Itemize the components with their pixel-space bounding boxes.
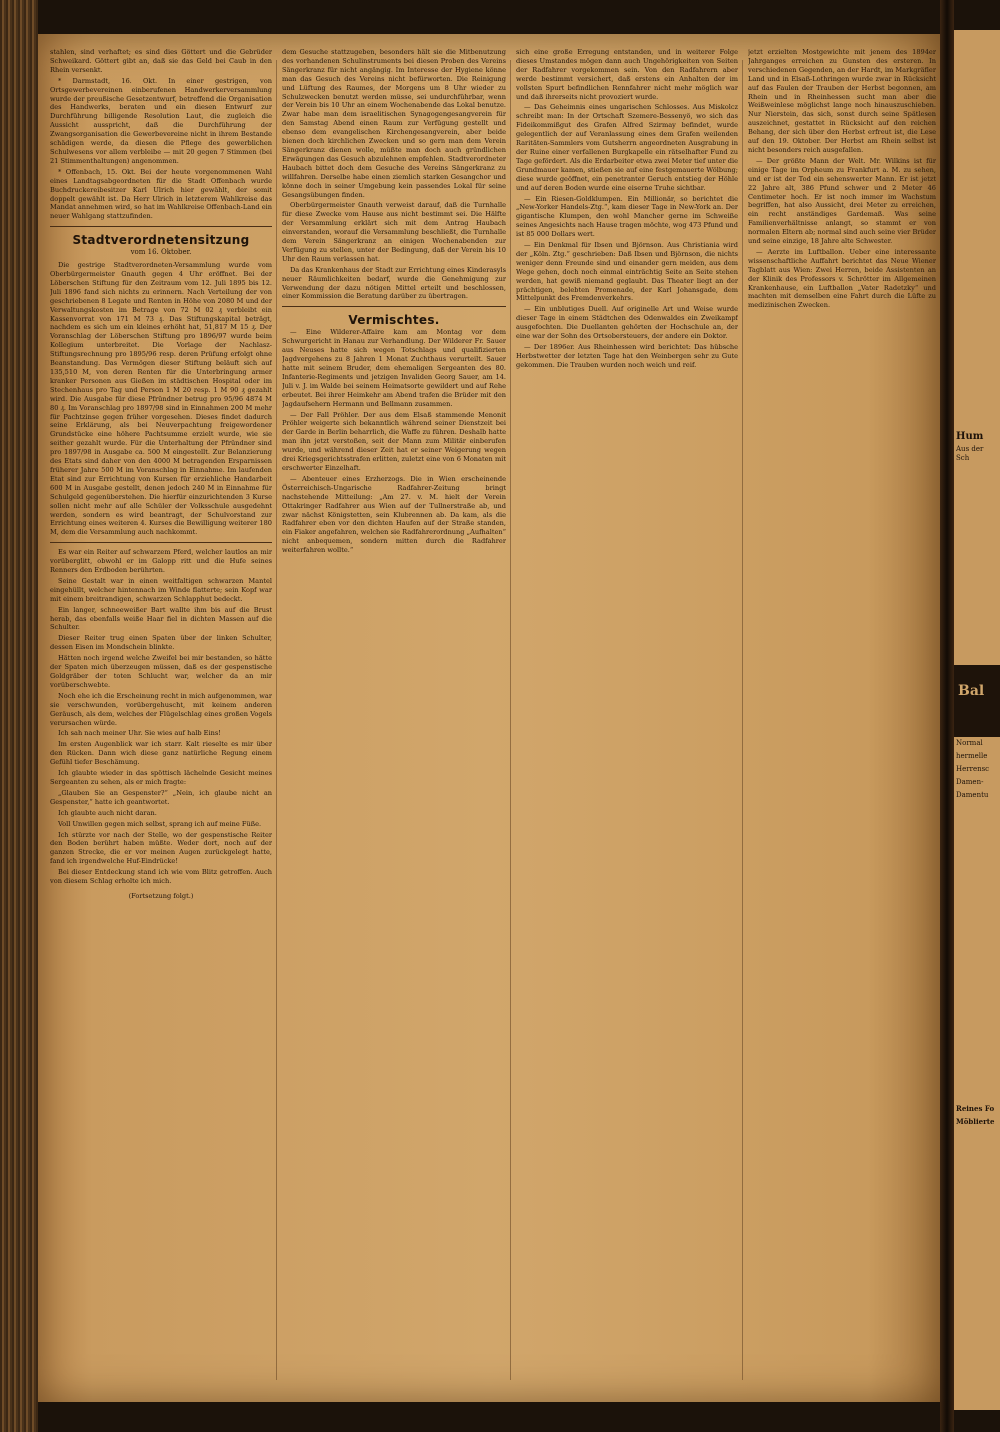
article-offenbach: * Offenbach, 15. Okt. Bei der heute vorgenommenen Wahl eines Landtagsabgeordneten für die Stadt Offenbach wurde Buchdruckereibesitzer Karl Ulrich hier gewählt, der somit doppelt gewählt ist. Da Herr Ulrich in letzterem Wahlkreise das Mandat annehmen wird, so hat im Wahlkreise Offenbach-Land ein neuer Wahlgang stattzufinden. [50, 167, 272, 221]
column-rule [276, 60, 277, 1380]
article-wilderer: — Eine Wilderer-Affaire kam am Montag vor dem Schwurgericht in Hanau zur Verhandlung. Der Wilderer Fr. Sauer aus Neuses hatte sich wegen Totschlags und qualifizierten Jagdvergehens zu 8 Jahren 1 Monat Zuchthaus verurteilt. Sauer hatte mit seinem Bruder, dem ehemaligen Sergeanten des 80. Infanterie-Regiments und jetzigen Invaliden Georg Sauer, am 14. Juli v. J. im Walde bei seinem Heimatsorte gewildert und auf Rehe erbeutet. Bei ihrer Heimkehr am Abend trafen die Brüder mit den Jagdaufsehern Hermann und Bellmann zusammen. [282, 328, 506, 408]
story-paragraph: Dieser Reiter trug einen Spaten über der linken Schulter, dessen Eisen im Mondschein blinkte. [50, 634, 272, 652]
article-text: stahlen, sind verhaftet; es sind dies Göttert und die Gebrüder Schweikard. Göttert gibt an, daß sie das Geld bei Caub in den Rhein versenkt. [50, 48, 272, 74]
story-paragraph: Ich sah nach meiner Uhr. Sie wies auf halb Eins! [58, 729, 221, 738]
story-paragraph: Im ersten Augenblick war ich starr. Kalt rieselte es mir über den Rücken. Dann wich diese ganz natürliche Regung einem Gefühl tiefer Beschämung. [50, 740, 272, 767]
article-proehler: — Der Fall Pröhler. Der aus dem Elsaß stammende Menonit Pröhler weigerte sich bekanntlich während seiner Dienstzeit bei der Garde in Berlin beharrlich, die Waffe zu führen. Deshalb hatte man ihn jetzt verstoßen, seit der Mann zum Militär einberufen wurde, und während dieser Zeit hat er seiner Weigerung wegen drei Kriegsgerichtsstrafen erlitten, zuletzt eine von 6 Monaten mit erschwerter Einzelhaft. [282, 410, 506, 472]
section-subheading: vom 16. Oktober. [130, 248, 192, 257]
next-page-line: hermelle [956, 752, 988, 760]
article-text: sich eine große Erregung entstanden, und in weiterer Folge dieses Umstandes mögen dann auch Ungehörigkeiten von Seiten der Radfahrer vorgekommen sein. Von den Radfahrern aber werde bestimmt versichert, daß erstens ein Anhalten der im vollsten Spurt befindlichen Rennfahrer nicht mehr möglich war und daß ihrerseits nicht provoziert wurde. [516, 48, 738, 101]
next-page-line: Herrensc [956, 765, 990, 773]
next-page-edge [954, 30, 1000, 1410]
article-denkmal: — Ein Denkmal für Ibsen und Björnson. Aus Christiania wird der „Köln. Ztg.“ geschrieben: Daß Ibsen und Björnson, die nichts weniger denn Freunde sind und einander gern meiden, aus dem Wege gehen, doch noch einmal einträchtig Seite an Seite stehen werden, hat gewiß niemand geglaubt. Das Theater liegt an der prächtigen, belebten Promenade, der Karl Johansgade, dem Mittelpunkt des Fremdenverkehrs. [516, 241, 738, 303]
column-rule [742, 60, 743, 1380]
article-erzherzog: — Abenteuer eines Erzherzogs. Die in Wien erscheinende Österreichisch-Ungarische Radfahrer-Zeitung bringt nachstehende Mitteilung: „Am 27. v. M. hielt der Verein Ottakringer Radfahrer aus Wien auf der Tullnerstraße ab, und zwar nächst Königstetten, sein Klubrennen ab. Da kam, als die Radfahrer eben vor den dichten Haufen auf der Straße standen, ein Fiaker angefahren, welchen sie Radfahrerordnung „Aufhalten“ nicht anbequemen, sondern mitten durch die Radfahrer weiterfahren wollte.“ [282, 474, 506, 555]
story-paragraph: Hätten noch irgend welche Zweifel bei mir bestanden, so hätte der Spaten mich überzeugen müssen, daß es der gespenstische Goldgräber der toten Schlucht war, welcher da an mir vorüberschwebte. [50, 654, 272, 689]
story-paragraph: Bei dieser Entdeckung stand ich wie vom Blitz getroffen. Auch von diesem Schlag erholte ich mich. [50, 868, 272, 886]
article-groesster-mann: — Der größte Mann der Welt. Mr. Wilkins ist für einige Tage im Orpheum zu Frankfurt a. M. zu sehen, und er ist der Tod ein sehenswerter Mann. Er ist jetzt 22 Jahre alt, 386 Pfund schwer und 2 Meter 46 Centimeter hoch. Er ist noch immer im Wachstum begriffen, hat also Aussicht, drei Meter zu erreichen, ein recht anständiges Gardemaß. Was seine Familienverhältnisse anlangt, so stammt er von normalen Eltern ab; normal sind auch seine vier Brüder und seine einzige, 18 Jahre alte Schwester. [748, 156, 936, 246]
column-rule [510, 60, 511, 1380]
article-darmstadt: * Darmstadt, 16. Okt. In einer gestrigen, von Ortsgewerbevereinen einberufenen Handwerkerversammlung wurde der preußische Gesetzentwurf, betreffend die Organisation des Handwerks, beraten und ein diesen Entwurf zur Durchführung billigende Resolution Laut, die zugleich die Aussicht ausspricht, daß die Durchführung der Zwangsorganisation die Gewerbevereine nicht in ihrem Bestande schädigen werde, da diesen die Pflege des gewerblichen Schulwesens vor allem verbleibe — mit 20 gegen 7 Stimmen (bei 21 Stimmenthaltungen) angenommen. [50, 76, 272, 165]
next-page-line: Damentu [956, 791, 989, 799]
next-page-line: Möblierte [956, 1117, 995, 1126]
divider [50, 542, 272, 543]
column-3 [516, 48, 738, 1388]
column-1 [50, 48, 272, 1388]
column-2 [282, 48, 506, 1388]
divider [282, 306, 506, 307]
article-text: Oberbürgermeister Gnauth verweist darauf, daß die Turnhalle für diese Zwecke vom Hause aus nicht bestimmt sei. Die Hälfte der Versammlung erklärt sich mit dem Antrag Haubach einverstanden, worauf die Versammlung beschließt, die Turnhalle dem Verein Sängerkranz an einigen Wochenabenden zur Verfügung zu stellen, unter der Bedingung, daß der Verein bis 10 Uhr den Raum verlassen hat. [282, 201, 506, 263]
article-goldklumpen: — Ein Riesen-Goldklumpen. Ein Millionär, so berichtet die „New-Yorker Handels-Ztg.“, kam dieser Tage in New-York an. Der gigantische Klumpen, den wohl Mancher gerne im Schweiße seines Angesichts nach Hause tragen möchte, wog 473 Pfund und ist 85 000 Dollars wert. [516, 194, 738, 239]
next-page-heading: Hum [956, 431, 984, 442]
article-text: dem Gesuche stattzugeben, besonders hält sie die Mitbenutzung des vorhandenen Schulinstruments bei diesen Proben des Vereins Sängerkranz für nicht angängig. Im Interesse der Hygiene könne man das Gesuch des Vereins nicht befürworten. Die Reinigung und Lüftung des Raumes, der Morgens um 8 Uhr wieder zu Schulzwecken benutzt werden müsse, sei undurchführbar, wenn der Verein bis 10 Uhr an einem Wochenabende das Lokal benutze. Zwar habe man dem israelitischen Synagogengesangverein für den Samstag Abend einen Raum zur Verfügung gestellt und ebenso dem evangelischen Kirchengesangverein, aber beide bienen doch kirchlichen Zwecken und so gern man dem Verein Sängerkranz dienen wolle, müßte man doch auch gründlichen Erwägungen das Gesuch abzulehnen empfehlen. Stadtverordneter Haubach bittet doch dem Gesuche des Vereins Sängerkranz zu willfahren. Derselbe habe einen ziemlich starken Gesangchor und könne doch in seiner Umgebung kein passendes Lokal für seine Gesangsübungen finden. [282, 48, 506, 199]
next-page-line: Reines Fo [956, 1104, 995, 1113]
next-page-line: Aus der Sch [956, 445, 984, 462]
next-page-ad-box: Bal [954, 665, 1000, 737]
next-page-line: Normal [956, 739, 983, 747]
article-duell: — Ein unblutiges Duell. Auf originelle Art und Weise wurde dieser Tage in einem Städtchen des Odenwaldes ein Zweikampf ausgefochten. Die Duellanten gehörten der Hochschule an, der eine war der Sohn des Ortsobersteuers, der andere ein Doktor. [516, 305, 738, 341]
story-paragraph: „Glauben Sie an Gespenster?“ „Nein, ich glaube nicht an Gespenster,“ hatte ich geantwortet. [50, 788, 272, 806]
book-edge [0, 0, 38, 1432]
divider [50, 226, 272, 227]
story-paragraph: Ein langer, schneeweißer Bart wallte ihm bis auf die Brust herab, das ebenfalls weiße Haar fiel in dichten Massen auf die Schulter. [50, 605, 272, 632]
book-gutter [940, 0, 954, 1432]
article-text: jetzt erzielten Mostgewichte mit jenem des 1894er Jahrganges erreichen zu Gunsten des ersteren. In verschiedenen Gegenden, an der Hardt, im Markgräfler Land und in Elsaß-Lothringen wurde zwar in Rücksicht auf das Faulen der Trauben der Herbst begonnen, am Rhein und in Rheinhessen sucht man aber die Weißweinlese möglichst lange noch hinauszuschieben. Nur Nierstein, das sich, sonst durch seine Spätlesen auszeichnet, gestattet in Rücksicht auf den reichen Behang, der sich über den Herbst erfreut ist, die Lese auf den 19. Oktober. Der Herbst am Rhein selbst ist nicht besonders reich ausgefallen. [748, 48, 936, 154]
story-paragraph: Noch ehe ich die Erscheinung recht in mich aufgenommen, war sie verschwunden, vorübergehuscht, mit keinem anderen Geräusch, als dem, welches der Flügelschlag eines großen Vogels verursachen würde. [50, 691, 272, 727]
article-schloss: — Das Geheimnis eines ungarischen Schlosses. Aus Miskolcz schreibt man: In der Ortschaft Szemere-Bessenyö, wo sich das Fideikommißgut des Grafen Alfred Szirmay befindet, wurde gelegentlich der auf Veranlassung eines dem Grafen weilenden Raritäten-Sammlers vom Gutsherrn angeordneten Ausgrabung in der Ruine einer verfallenen Burgkapelle ein rätselhafter Fund zu Tage gefördert. Als die Erdarbeiter etwa zwei Meter tief unter die Grundmauer kamen, stießen sie auf eine festgemauerte Wölbung; diese wurde geöffnet, ein penetranter Geruch entstieg der Höhle und auf deren Boden wurde eine eiserne Truhe sichtbar. [516, 103, 738, 192]
next-page-line: Damen- [956, 778, 984, 786]
story-paragraph: Ich glaubte wieder in das spöttisch lächelnde Gesicht meines Sergeanten zu sehen, als er mich fragte: [50, 769, 272, 786]
story-paragraph: Seine Gestalt war in einen weitfaltigen schwarzen Mantel eingehüllt, welcher hintennach im Winde flatterte; sein Kopf war mit einem breitrandigen, schwarzen Schlapphut bedeckt. [50, 576, 272, 603]
continued-note: (Fortsetzung folgt.) [128, 891, 194, 900]
story-paragraph: Voll Unwillen gegen mich selbst, sprang ich auf meine Füße. [58, 819, 262, 828]
story-paragraph: Es war ein Reiter auf schwarzem Pferd, welcher lautlos an mir vorüberglitt, obwohl er im Galopp ritt und die Hufe seines Renners den Erdboden berührten. [50, 548, 272, 575]
article-luftballon: — Aerzte im Luftballon. Ueber eine interessante wissenschaftliche Auffahrt berichtet das Neue Wiener Tagblatt aus Wien: Zwei Herren, beide Assistenten an der Klinik des Professors v. Schrötter im Allgemeinen Krankenhause, ein Luftballon „Vater Radetzky“ und machten mit demselben eine Fahrt durch die Lüfte zu medizinischen Zwecken. [748, 247, 936, 310]
section-heading: Stadtverordnetensitzung [72, 233, 250, 248]
column-4 [748, 48, 936, 1388]
section-heading: Vermischtes. [348, 313, 440, 328]
article-1896er: — Der 1896er. Aus Rheinhessen wird berichtet: Das hübsche Herbstwetter der letzten Tage hat den Weinbergen sehr zu Gute gekommen. Die Trauben wurden noch weich und reif. [516, 343, 738, 369]
article-text: Die gestrige Stadtverordneten-Versammlung wurde vom Oberbürgermeister Gnauth gegen 4 Uhr eröffnet. Bei der Löberschen Stiftung für den Zeitraum vom 12. Juli 1895 bis 12. Juli 1896 fand sich nichts zu erinnern. Nach Verteilung der von geschriebenen 8 Legate und Renten in Höhe von 2080 M und der Verwaltungskosten im Betrage von 72 M 02 ₰ verbleibt ein Kassenvorrat von 171 M 73 ₰. Das Stiftungskapital beträgt, nachdem es sich um ein kleines erhöht hat, 51,817 M 15 ₰. Der Voranschlag der Löberschen Stiftung pro 1896/97 wurde beim Kollegium unterbreitet. Die Vorlage der Nachlasz-Stiftungsrechnung pro 1895/96 resp. deren Prüfung erfolgt ohne Beanstandung. Das Vermögen dieser Stiftung beläuft sich auf 135,510 M, von deren Renten für die Unterbringung armer kranker Personen aus Gießen im städtischen Hospital oder im Stechenhaus pro Tag und Person 1 M 20 resp. 1 M 90 ₰ gezahlt wird. Die Ausgabe für diese Pfründner betrug pro 95/96 4874 M 80 ₰. Im Voranschlag pro 1897/98 sind in Einnahmen 200 M mehr für Pachtzinse gegen früher vorgesehen. Dieses findet dadurch seine Erklärung, als bei Neuverpachtung freigewordener Grundstücke eine höhere Pachtsumme erzielt wurde, wie sie seither gezahlt wurde. Für die Unterhaltung der Pfründner sind pro 1897/98 in Ausgabe ca. 500 M eingestellt. Zur Belanzierung des Etats sind daher von den 4000 M betragenden Ersparnissen früherer Jahre 500 M im Voranschlag in Einnahme. Im laufenden Etat sind zur Errichtung von Kursen für erziehliche Handarbeit 600 M in Ausgabe gestellt, denen jedoch 240 M in Einnahme für Schulgeld gegenüberstehen. Die hierfür einzurichtenden 3 Kurse sollen nicht mehr auf alle Schüler der Volksschule ausgedehnt werden, sondern es wird beantragt, der Schulvorstand zur Errichtung eines weiteren 4. Kurses die Bewilligung weiterer 180 M, dem die Versammlung auch nachkommt. [50, 261, 272, 537]
article-text: Da das Krankenhaus der Stadt zur Errichtung eines Kinderasyls neuer Räumlichkeiten bedarf, wurde die Genehmigung zur Verwendung der dazu nötigen Mittel erteilt und beschlossen, einer Kommission die Beratung darüber zu übertragen. [282, 265, 506, 301]
story-paragraph: Ich stürzte vor nach der Stelle, wo der gespenstische Reiter den Boden berührt haben müßte. Weder dort, noch auf der ganzen Strecke, die er vor meinen Augen zurückgelegt hatte, fand ich irgendwelche Huf-Eindrücke! [50, 830, 272, 866]
story-paragraph: Ich glaubte auch nicht daran. [58, 808, 157, 817]
